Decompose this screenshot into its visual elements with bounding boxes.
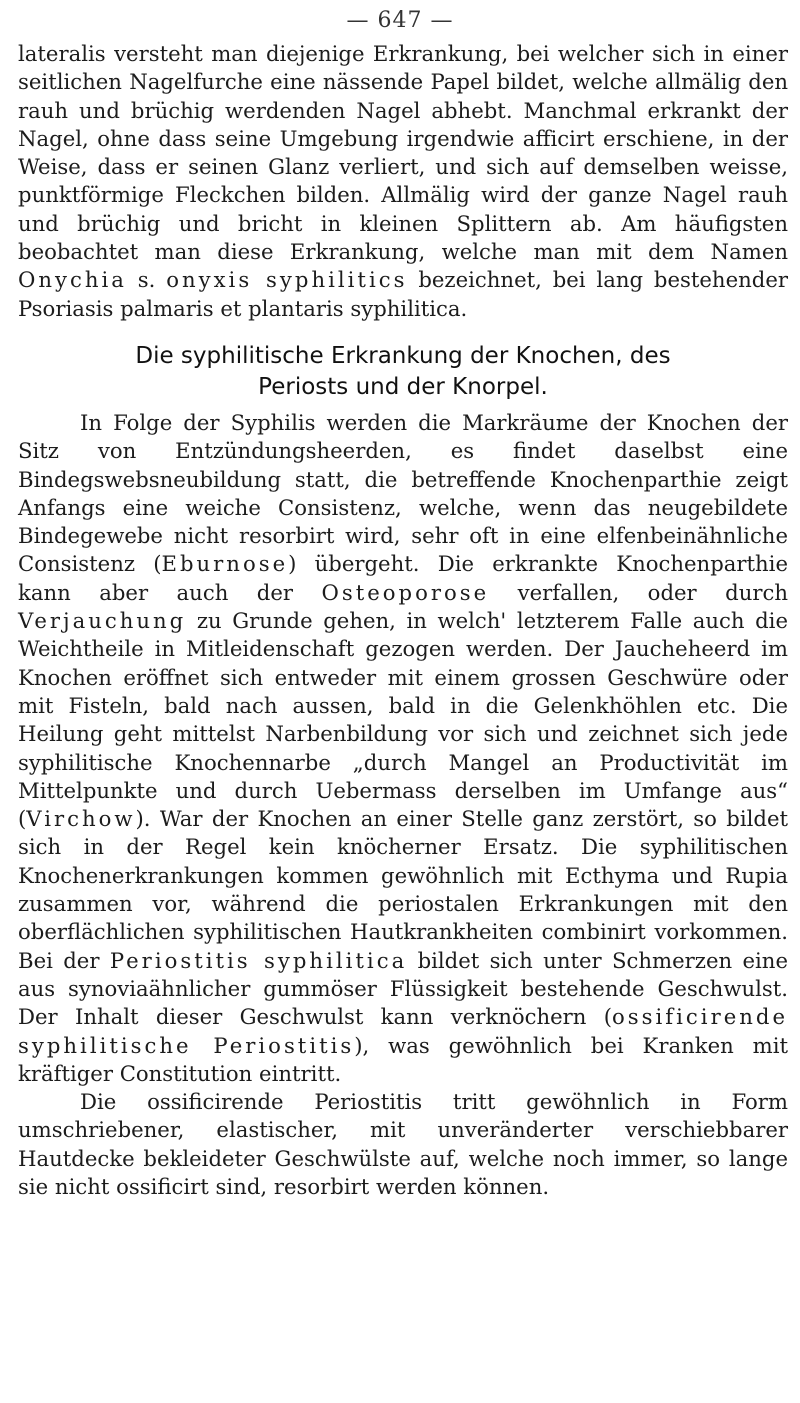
text-column (18, 40, 788, 1201)
term-eburnose: Eburnose (161, 551, 289, 577)
heading-line-2: Periosts und der Knorpel. (258, 373, 548, 400)
term-periostitis-syphilitica: Periostitis syphilitica (109, 947, 408, 973)
paragraph-text: s. (137, 267, 156, 293)
section-heading (18, 341, 788, 403)
paragraph-text: verfallen, oder durch (517, 579, 788, 605)
term-onychia: Onychia (18, 267, 127, 293)
paragraph-text: Die ossificirende Periostitis tritt gewöhnlich in Form umschriebener, elastischer, mit unveränderter verschiebbarer Hautdecke bekleideter Geschwülste auf, welche noch immer, so lange sie nicht ossificirt sind, resorbirt werden können. (18, 1089, 788, 1199)
paragraph-text: lateralis versteht man diejenige Erkrankung, bei welcher sich in einer seitlichen Nagelfurche eine nässende Papel bildet, welche allmälig den rauh und brüchig werdenden Nagel abhebt. Manchmal erkrankt der Nagel, ohne dass seine Umgebung irgendwie afficirt erschiene, in der Weise, dass er seinen Glanz verliert, und sich auf demselben weisse, punktförmige Fleckchen bilden. Allmälig wird der ganze Nagel rauh und brüchig und bricht in kleinen Splittern ab. Am häufigsten beobachtet man diese Erkrankung, welche man mit dem Namen (18, 41, 788, 265)
paragraph-text: bildet sich unter Schmerzen eine aus synoviaähnlicher gummöser Flüssigkeit bestehende Geschwulst. Der Inhalt dieser Geschwulst kann verknöchern ( (18, 947, 788, 1030)
paragraph-text: ) übergeht. Die erkrankte Knochenparthie kann aber auch der (18, 551, 788, 605)
heading-line-1: Die syphilitische Erkrankung der Knochen, des (135, 342, 671, 369)
page-number: — 647 — (346, 8, 454, 33)
paragraph-text: zu Grunde gehen, in welch' letzterem Falle auch die Weichtheile in Mitleidenschaft gezogen werden. Der Jaucheheerd im Knochen eröffnet sich entweder mit einem grossen Geschwüre oder mit Fisteln, bald nach aussen, bald in die Gelenkhöhlen etc. Die Heilung geht mittelst Narbenbildung vor sich und zeichnet sich jede syphilitische Knochennarbe „durch Mangel an Productivität im Mittelpunkte und durch Uebermass derselben im Umfange aus“ ( (18, 608, 788, 832)
paragraph-text: ). War der Knochen an einer Stelle ganz zerstört, so bildet sich in der Regel kein knöcherner Ersatz. Die syphilitischen Knochenerkrankungen kommen gewöhnlich mit Ecthyma und Rupia zusammen vor, während die periostalen Erkrankungen mit den oberflächlichen syphilitischen Hautkrankheiten combinirt vorkommen. Bei der (18, 806, 788, 973)
paragraph-ossificirende (18, 1088, 788, 1201)
paragraph-text: bezeichnet, bei lang bestehender Psoriasis palmaris et plantaris syphilitica. (18, 267, 788, 321)
term-osteoporose: Osteoporose (321, 579, 490, 605)
paragraph-bones (18, 409, 788, 1088)
paragraph-text: In Folge der Syphilis werden die Markräume der Knochen der Sitz von Entzündungsheerden, es findet daselbst eine Bindegswebsneubildung statt, die betreffende Knochenparthie zeigt Anfangs eine weiche Consistenz, welche, wenn das neugebildete Bindegewebe nicht resorbirt wird, sehr oft in eine elfenbeinähnliche Consistenz ( (18, 409, 788, 577)
term-ossificirende-periostitis: ossificirende syphilitische Periostitis (18, 1004, 788, 1058)
paragraph-text: ), was gewöhnlich bei Kranken mit kräftiger Constitution eintritt. (18, 1032, 788, 1086)
term-verjauchung: Verjauchung (18, 608, 187, 634)
term-onyxis: onyxis syphilitics (166, 267, 408, 293)
term-virchow: Virchow (26, 806, 136, 832)
paragraph-onychia (18, 40, 788, 323)
